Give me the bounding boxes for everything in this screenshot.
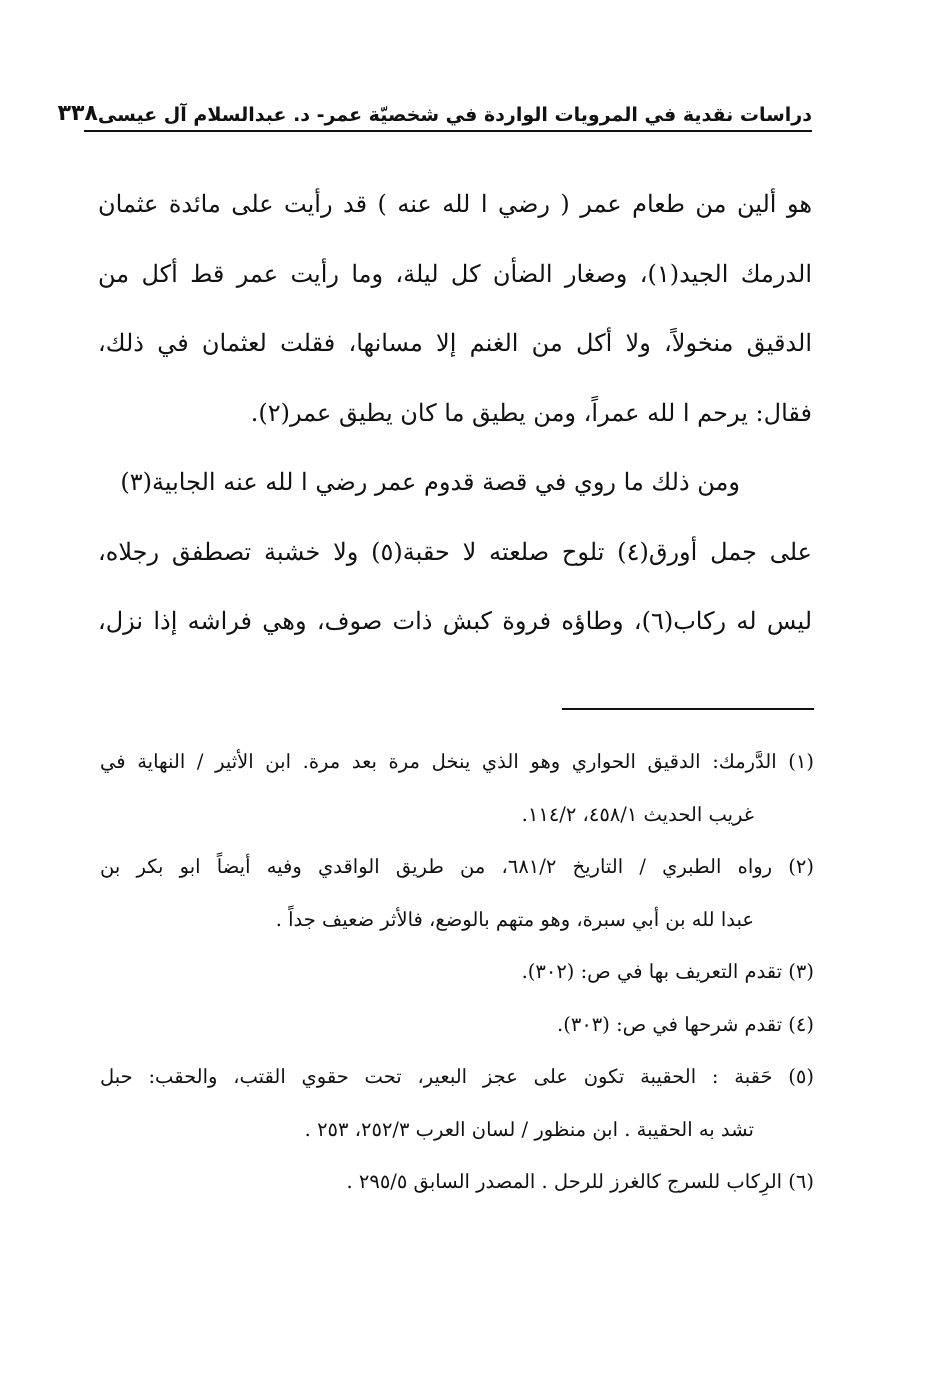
footnote-line: (٣) تقدم التعريف بها في ص: (٣٠٢).: [521, 960, 814, 983]
body-line: الدرمك الجيد(١)، وصغار الضأن كل ليلة، وما رأيت عمر قط أكل من: [98, 259, 812, 288]
main-text: [98, 170, 812, 657]
body-line: الدقيق منخولاً، ولا أكل من الغنم إلا مسانها، فقلت لعثمان في ذلك،: [98, 329, 812, 357]
body-line: هو ألين من طعام عمر ( رضي ا لله عنه ) قد رأيت على مائدة عثمان: [98, 190, 812, 218]
footnote-line: (٢) رواه الطبري / التاريخ ٦٨١/٢، من طريق الواقدي وفيه أيضاً ابو بكر بن: [100, 855, 814, 878]
footnote-line: (١) الدَّرمك: الدقيق الحواري وهو الذي ينخل مرة بعد مرة. ابن الأثير / النهاية في: [100, 750, 814, 773]
footnote-line: (٤) تقدم شرحها في ص: (٣٠٣).: [557, 1012, 814, 1036]
page-number: ٣٣٨: [57, 101, 98, 126]
running-header: [57, 92, 812, 132]
footnote-line: عبدا لله بن أبي سبرة، وهو متهم بالوضع، فالأثر ضعيف جداً .: [275, 907, 754, 931]
footnote-line: (٦) الرِكاب للسرج كالغرز للرحل . المصدر السابق ٢٩٥/٥ .: [346, 1170, 814, 1193]
header-title: دراسات نقدية في المرويات الواردة في شخصيّة عمر- د. عبدالسلام آل عيسى: [97, 104, 812, 126]
body-line: فقال: يرحم ا لله عمراً، ومن يطيق ما كان يطيق عمر(٢).: [250, 398, 812, 427]
body-line: ليس له ركاب(٦)، وطاؤه فروة كبش ذات صوف، وهي فراشه إذا نزل،: [98, 607, 812, 635]
footnote-line: غريب الحديث ٤٥٨/١، ١١٤/٢.: [521, 802, 754, 826]
footnote-line: تشد به الحقيبة . ابن منظور / لسان العرب ٢٥٢/٣، ٢٥٣ .: [304, 1117, 754, 1141]
footnotes: [100, 736, 814, 1209]
footnote-divider: [562, 708, 814, 710]
footnote-line: (٥) حَقبة : الحقيبة تكون على عجز البعير، تحت حقوي القتب، والحقب: حبل: [100, 1065, 814, 1088]
body-line: على جمل أورق(٤) تلوح صلعته لا حقبة(٥) ولا خشبة تصطفق رجلاه،: [98, 537, 812, 566]
body-line: ومن ذلك ما روي في قصة قدوم عمر رضي ا لله عنه الجابية(٣): [120, 468, 740, 496]
